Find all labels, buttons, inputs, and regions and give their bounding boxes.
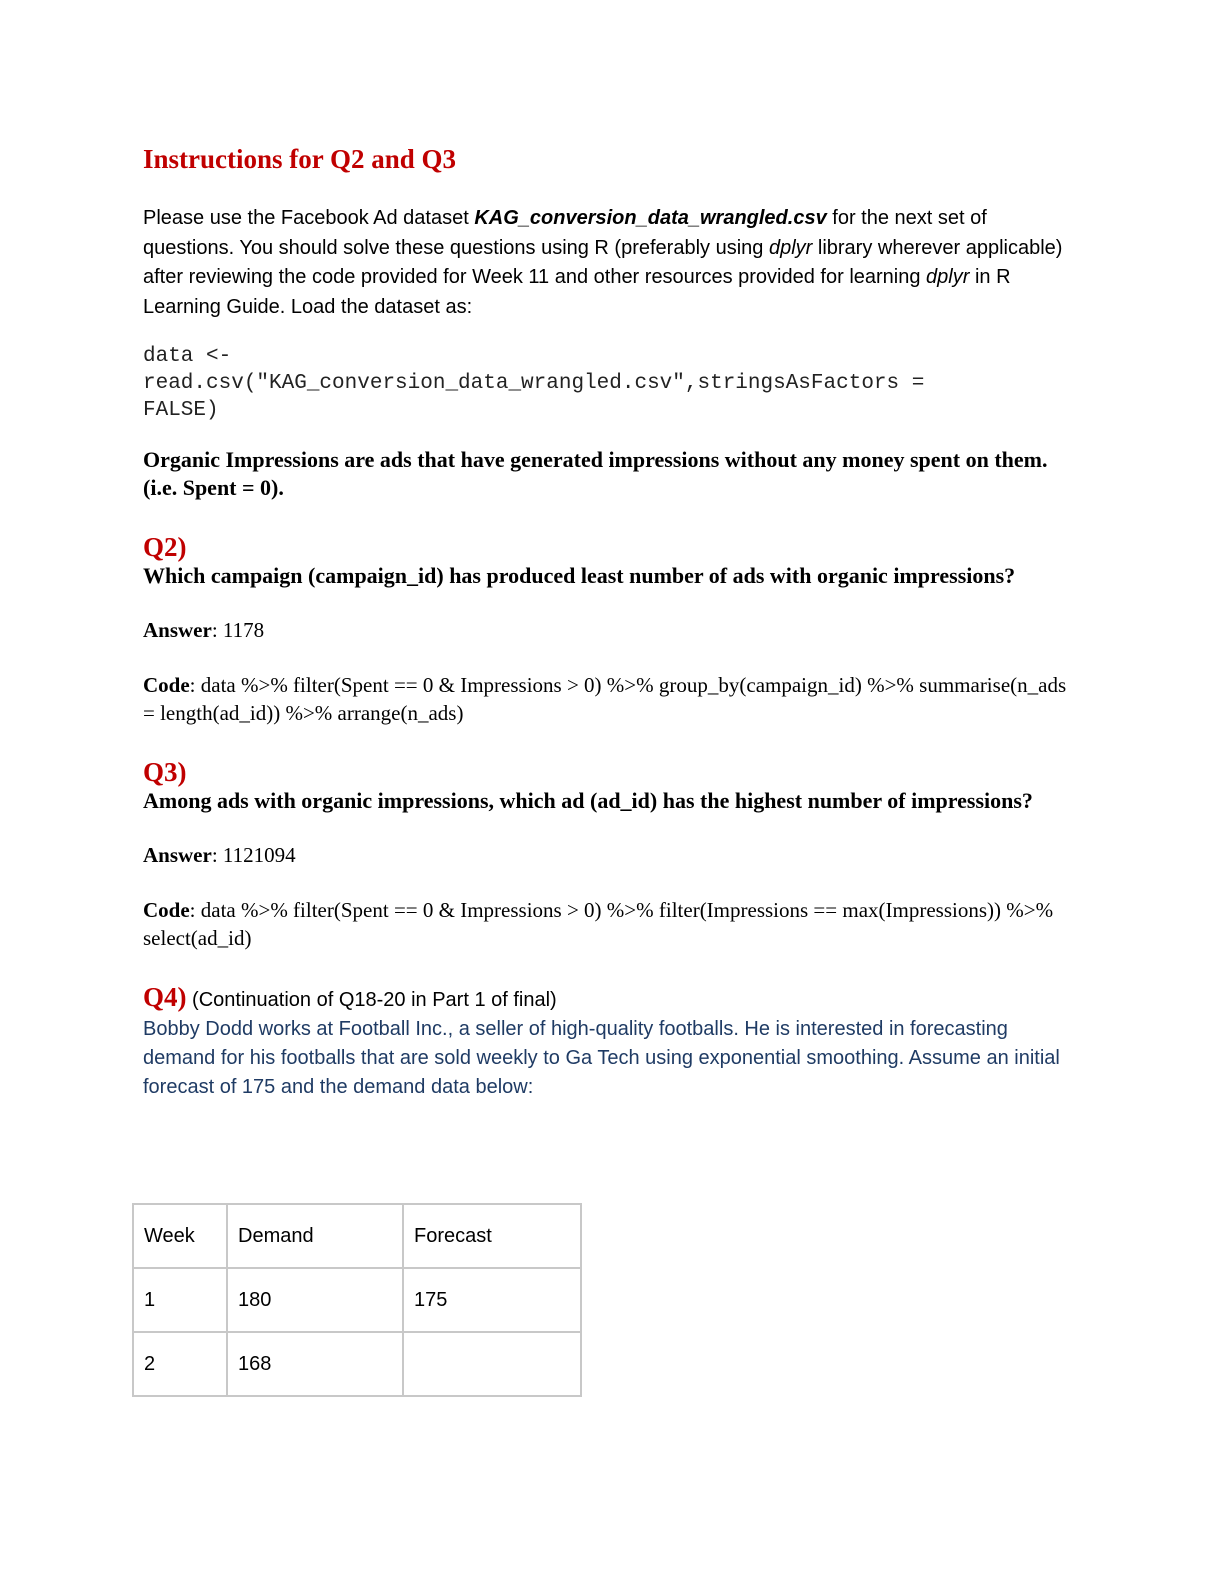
question-3-answer <box>143 841 1073 869</box>
document-page <box>143 140 1073 1102</box>
table-header-row <box>133 1204 581 1268</box>
table-cell: 168 <box>227 1332 403 1396</box>
code-label: Code <box>143 898 190 922</box>
demand-table <box>132 1203 582 1397</box>
question-4 <box>143 982 1073 1102</box>
question-2-text: Which campaign (campaign_id) has produced least number of ads with organic impressions? <box>143 563 1016 588</box>
table-cell: 175 <box>403 1268 581 1332</box>
intro-text-2: for the next set of questions. You should solve these questions using R (preferably using <box>143 207 987 259</box>
answer-value: : 1178 <box>211 618 265 642</box>
dataset-name: KAG_conversion_data_wrangled.csv <box>474 207 827 229</box>
code-label: Code <box>143 673 190 697</box>
answer-value: : 1121094 <box>211 843 296 867</box>
table-header-cell: Week <box>133 1204 227 1268</box>
code-line: FALSE) <box>143 399 219 422</box>
question-3-text: Among ads with organic impressions, which ad (ad_id) has the highest number of impressions? <box>143 788 1033 813</box>
answer-label: Answer <box>143 843 212 867</box>
question-3-code <box>143 896 1073 952</box>
page-title: Instructions for Q2 and Q3 <box>143 144 457 174</box>
organic-impressions-note: Organic Impressions are ads that have generated impressions without any money spent on them. (i.e. Spent = 0). <box>143 447 1048 500</box>
question-4-subtitle: (Continuation of Q18-20 in Part 1 of final) <box>186 989 557 1011</box>
code-value: : data %>% filter(Spent == 0 & Impressions > 0) %>% group_by(campaign_id) %>% summarise(n_ads = length(ad_id)) %>% arrange(n_ads) <box>143 673 1067 725</box>
intro-text-1: Please use the Facebook Ad dataset <box>143 207 475 229</box>
intro-text-4: in R Learning Guide. Load the dataset as: <box>143 266 1011 318</box>
table-row <box>133 1332 581 1396</box>
code-line: read.csv("KAG_conversion_data_wrangled.csv",stringsAsFactors = <box>143 372 925 395</box>
library-name: dplyr <box>926 266 970 288</box>
table-header-cell: Forecast <box>403 1204 581 1268</box>
library-name: dplyr <box>768 236 813 259</box>
question-2-label: Q2) <box>143 532 187 562</box>
question-2-code <box>143 671 1073 727</box>
question-3-label: Q3) <box>143 757 187 787</box>
question-2 <box>143 532 1073 727</box>
code-value: : data %>% filter(Spent == 0 & Impressions > 0) %>% filter(Impressions == max(Impressions)) %>% select(ad_id) <box>143 898 1054 950</box>
table-cell: 180 <box>227 1268 403 1332</box>
question-3 <box>143 757 1073 952</box>
question-4-text: Bobby Dodd works at Football Inc., a seller of high-quality footballs. He is interested in forecasting demand for his footballs that are sold weekly to Ga Tech using exponential smoothing. Assume an initial forecast of 175 and the demand data below: <box>143 1018 1060 1098</box>
intro-text-3: library wherever applicable) after reviewing the code provided for Week 11 and other resources provided for learning <box>143 236 1063 288</box>
table-row <box>133 1268 581 1332</box>
table-cell: 2 <box>133 1332 227 1396</box>
table-header-cell: Demand <box>227 1204 403 1268</box>
question-4-label: Q4) <box>143 982 187 1012</box>
load-dataset-code <box>143 343 1073 424</box>
answer-label: Answer <box>143 618 212 642</box>
code-line: data <- <box>143 345 232 368</box>
question-4-heading <box>143 982 1073 1015</box>
table-cell <box>403 1332 581 1396</box>
question-2-answer <box>143 616 1073 644</box>
intro-paragraph <box>143 204 1073 322</box>
table-cell: 1 <box>133 1268 227 1332</box>
